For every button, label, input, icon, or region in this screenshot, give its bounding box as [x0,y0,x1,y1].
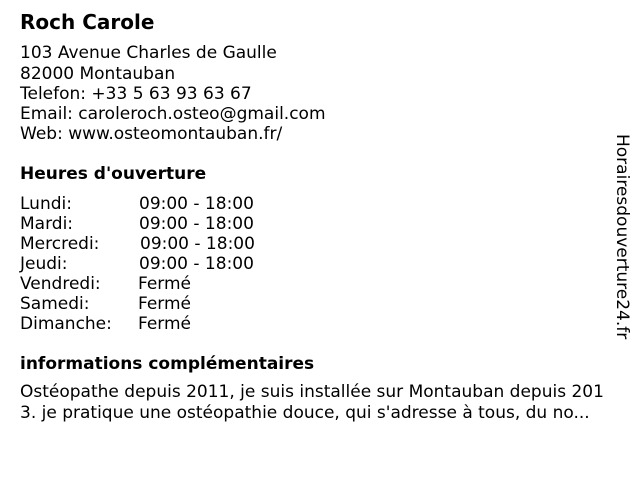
day-label-friday: Vendredi: [20,274,101,294]
hours-wednesday: 09:00 - 18:00 [140,234,255,254]
description-line-2: 3. je pratique une ostéopathie douce, qui s'adresse à tous, du no... [20,403,590,423]
day-label-sunday: Dimanche: [20,314,112,334]
phone-number: Telefon: +33 5 63 93 63 67 [20,84,252,104]
hours-monday: 09:00 - 18:00 [139,194,254,214]
address-street: 103 Avenue Charles de Gaulle [20,43,277,63]
additional-info-heading: informations complémentaires [20,354,315,374]
hours-thursday: 09:00 - 18:00 [139,254,254,274]
hours-sunday: Fermé [138,314,192,334]
hours-friday: Fermé [138,274,192,294]
email-address: Email: caroleroch.osteo@gmail.com [20,104,326,124]
day-label-saturday: Samedi: [20,294,90,314]
hours-saturday: Fermé [138,294,192,314]
day-label-monday: Lundi: [20,194,72,214]
website-link: Web: www.osteomontauban.fr/ [20,124,283,144]
day-label-tuesday: Mardi: [20,214,74,234]
site-watermark: Horairesdouverture24.fr [612,134,632,340]
business-name: Roch Carole [20,10,155,34]
opening-hours-heading: Heures d'ouverture [20,164,207,184]
hours-tuesday: 09:00 - 18:00 [139,214,254,234]
address-city: 82000 Montauban [20,64,176,84]
description-line-1: Ostéopathe depuis 2011, je suis installée sur Montauban depuis 201 [20,382,604,402]
day-label-wednesday: Mercredi: [20,234,100,254]
day-label-thursday: Jeudi: [20,254,68,274]
